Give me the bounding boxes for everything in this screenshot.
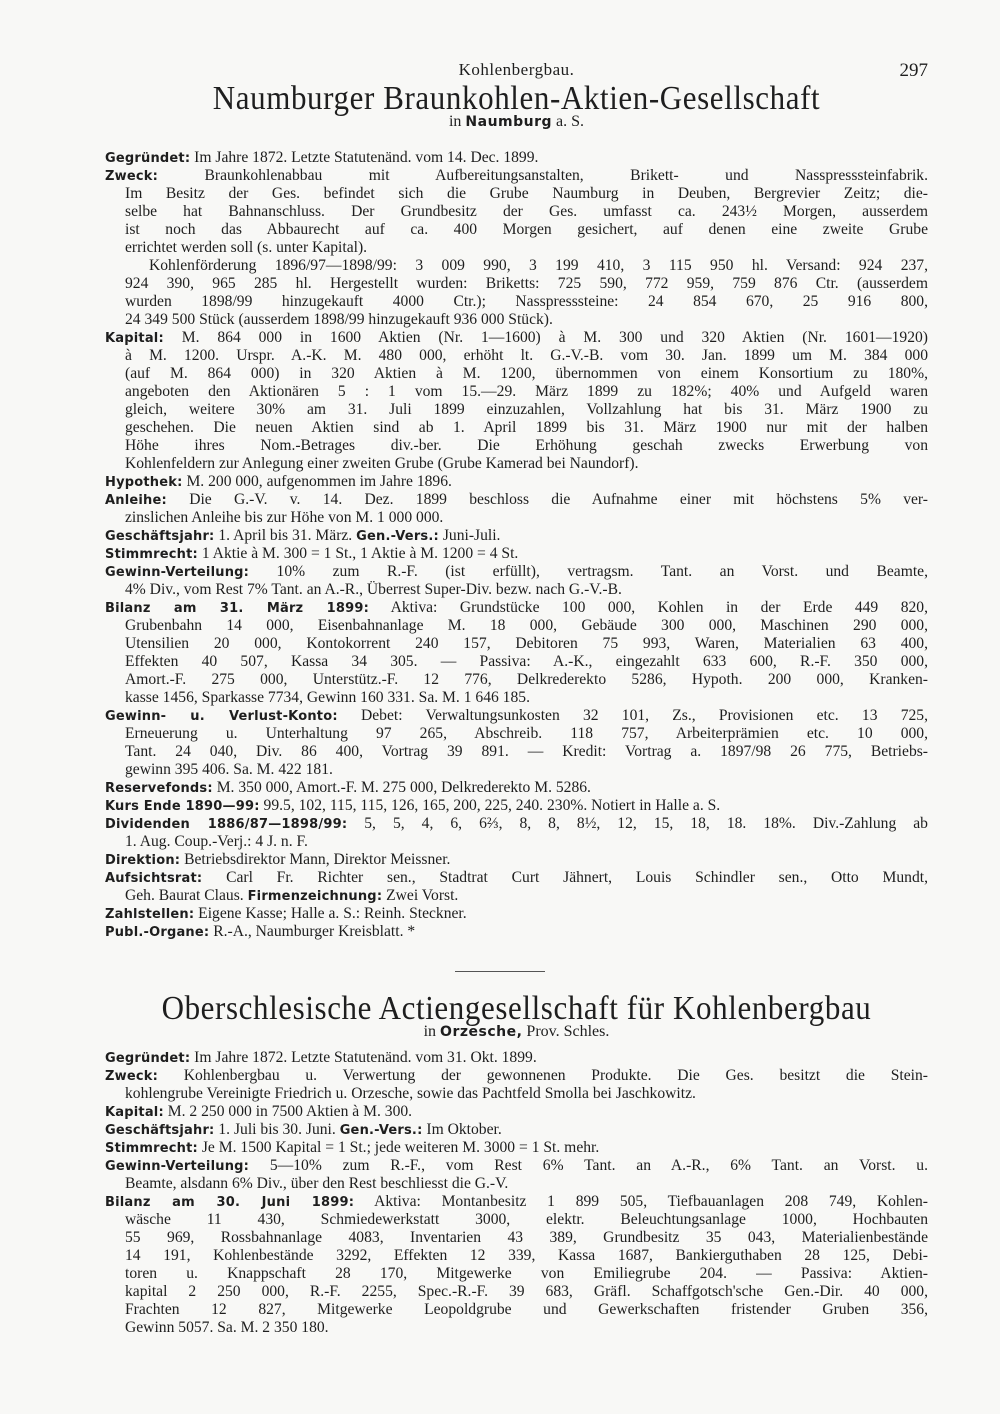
company-location-1 (105, 113, 928, 131)
entry-line (105, 815, 928, 833)
entry-text: zinslichen Anleihe bis zur Höhe von M. 1 000 000. (125, 509, 444, 526)
entry-line (105, 491, 928, 509)
entry-text: gewinn 395 406. Sa. M. 422 181. (125, 761, 333, 778)
entry-label: Stimmrecht: (105, 1141, 198, 1156)
entry-text: 99.5, 102, 115, 115, 126, 165, 200, 225, 240. 230%. Notiert in Halle a. S. (263, 797, 721, 814)
entry-line (105, 1049, 928, 1067)
entry-line (105, 311, 928, 329)
location-name: Naumburg (465, 114, 553, 130)
entry-text: 5, 5, 4, 6, 6⅔, 8, 8, 8½, 12, 15, 18, 18. 18%. Div.-Zahlung ab (364, 815, 928, 832)
entry-text: angeboten den Aktionären 5 : 1 vom 15.—29. März 1899 zu 182%; 40% und Aufgeld waren (125, 383, 928, 400)
entry-sublabel: Firmenzeichnung: (247, 889, 383, 904)
entry-text: Aktiva: Montanbesitz 1 899 505, Tiefbauanlagen 208 749, Kohlen- (374, 1193, 928, 1210)
entry-text: Eigene Kasse; Halle a. S.: Reinh. Steckner. (198, 905, 467, 922)
location-suffix: a. S. (556, 113, 585, 130)
entry-text: Geh. Baurat Claus. (125, 887, 244, 904)
entry-text: Kohlenfeldern zur Anlegung einer zweiten Grube (Grube Kamerad bei Naundorf). (125, 455, 639, 472)
entry-text: 924 390, 965 285 hl. Hergestellt wurden: Briketts: 725 590, 772 959, 759 876 Ctr. (ausserdem (125, 275, 928, 292)
entry-text: Effekten 40 507, Kassa 34 305. — Passiva: A.-K., eingezahlt 633 600, R.-F. 350 000, (125, 653, 928, 670)
company-entries-1 (105, 149, 928, 941)
entry-line (105, 185, 928, 203)
entry-label: Stimmrecht: (105, 547, 198, 562)
entry-line (105, 1121, 928, 1139)
entry-text: wurden 1898/99 hinzugekauft 4000 Ctr.); Nasspresssteine: 24 854 670, 25 916 800, (125, 293, 928, 310)
entry-line (105, 239, 928, 257)
entry-text: gleich, weitere 30% am 31. Juli 1899 einzuzahlen, Vollzahlung hat bis 31. März 1900 zu (125, 401, 928, 418)
entry-text: R.-A., Naumburger Kreisblatt. * (213, 923, 416, 940)
entry-line (105, 473, 928, 491)
entry-text: M. 200 000, aufgenommen im Jahre 1896. (186, 473, 452, 490)
entry-text: 5—10% zum R.-F., vom Rest 6% Tant. an A.-R., 6% Tant. an Vorst. u. (269, 1157, 928, 1174)
entry-subtext: Zwei Vorst. (386, 887, 459, 904)
entry-line (105, 635, 928, 653)
entry-text: (auf M. 864 000) in 320 Aktien à M. 1200, übernommen von einem Konsortium zu 180%, (125, 365, 928, 382)
entry-subtext: Im Oktober. (426, 1121, 502, 1138)
entry-line (105, 1085, 928, 1103)
entry-text: Kohlenförderung 1896/97—1898/99: 3 009 990, 3 199 410, 3 115 950 hl. Versand: 924 237, (149, 257, 928, 274)
entry-text: Aktiva: Grundstücke 100 000, Kohlen in der Erde 449 820, (390, 599, 928, 616)
entry-text: 14 191, Kohlenbestände 3292, Effekten 12 339, Kassa 1687, Bankierguthaben 28 125, Debi- (125, 1247, 928, 1264)
running-title: Kohlenbergbau. (458, 60, 575, 79)
entry-text: ist noch das Abbaurecht auf ca. 400 Morgen gesichert, auf denen eine zweite Grube (125, 221, 928, 238)
entry-line (105, 905, 928, 923)
entry-text: Höhe ihres Nom.-Betrages div.-ber. Die Erhöhung geschah zwecks Erwerbung von (125, 437, 928, 454)
entry-line (105, 1193, 928, 1211)
entry-text: 4% Div., vom Rest 7% Tant. an A.-R., Überrest Super-Div. bezw. nach G.-V.-B. (125, 581, 622, 598)
entry-text: selbe hat Bahnanschluss. Der Grundbesitz der Ges. umfasst ca. 243½ Morgen, ausserdem (125, 203, 928, 220)
entry-line (105, 743, 928, 761)
entry-label: Gegründet: (105, 151, 191, 166)
entry-line (105, 1247, 928, 1265)
entry-text: Carl Fr. Richter sen., Stadtrat Curt Jähnert, Louis Schindler sen., Otto Mundt, (226, 869, 928, 886)
entry-line (105, 347, 928, 365)
entry-sublabel: Gen.-Vers.: (356, 529, 439, 544)
entry-text: 1. Juli bis 30. Juni. (218, 1121, 336, 1138)
entry-line (105, 617, 928, 635)
entry-line (105, 779, 928, 797)
entry-label: Geschäftsjahr: (105, 1123, 215, 1138)
entry-label: Zahlstellen: (105, 907, 195, 922)
entry-line (105, 599, 928, 617)
entry-text: Tant. 24 040, Div. 86 400, Vortrag 39 891. — Kredit: Vortrag a. 1897/98 26 775, Betriebs- (125, 743, 928, 760)
entry-line (105, 509, 928, 527)
entry-text: kohlengrube Vereinigte Friedrich u. Orzesche, sowie das Pachtfeld Smolla bei Jaschkowitz. (125, 1085, 696, 1102)
entry-label: Gegründet: (105, 1051, 191, 1066)
entry-label: Gewinn-Verteilung: (105, 1159, 250, 1174)
entry-line (105, 275, 928, 293)
entry-label: Kapital: (105, 331, 164, 346)
entry-label: Hypothek: (105, 475, 183, 490)
entry-text: 24 349 500 Stück (ausserdem 1898/99 hinzugekauft 936 000 Stück). (125, 311, 553, 328)
location-prefix: in (423, 1023, 437, 1040)
entry-sublabel: Gen.-Vers.: (339, 1123, 423, 1138)
entry-text: Grubenbahn 14 000, Eisenbahnanlage M. 18 000, Gebäude 300 000, Maschinen 290 000, (125, 617, 928, 634)
entry-text: à M. 1200. Urspr. A.-K. M. 480 000, erhöht lt. G.-V.-B. vom 30. Jan. 1899 um M. 384 000 (125, 347, 928, 364)
entry-subtext: Juni-Juli. (442, 527, 501, 544)
entry-text: Im Jahre 1872. Letzte Statutenänd. vom 14. Dec. 1899. (194, 149, 539, 166)
entry-label: Anleihe: (105, 493, 167, 508)
entry-text: Gewinn 5057. Sa. M. 2 350 180. (125, 1319, 329, 1336)
entry-label: Dividenden 1886/87—1898/99: (105, 817, 348, 832)
entry-line (105, 527, 928, 545)
entry-line (105, 869, 928, 887)
entry-line (105, 1265, 928, 1283)
page-number: 297 (899, 60, 928, 81)
location-prefix: in (448, 113, 462, 130)
entry-text: Erneuerung u. Unterhaltung 97 265, Abschreib. 118 757, Arbeiterprämien etc. 10 000, (125, 725, 928, 742)
entry-text: 1. April bis 31. März. (218, 527, 353, 544)
entry-line (105, 797, 928, 815)
entry-text: geschehen. Die neuen Aktien sind ab 1. April 1899 bis 31. März 1900 nur mit der halben (125, 419, 928, 436)
entry-line (105, 221, 928, 239)
entry-line (105, 653, 928, 671)
entry-label: Geschäftsjahr: (105, 529, 215, 544)
entry-label: Zweck: (105, 1069, 159, 1084)
entry-line (105, 887, 928, 905)
entry-line (105, 761, 928, 779)
company-entries-2 (105, 1049, 928, 1337)
company-title-2: Oberschlesische Actiengesellschaft für Kohlenbergbau (161, 988, 872, 1027)
entry-line (105, 419, 928, 437)
entry-label: Publ.-Organe: (105, 925, 210, 940)
entry-line (105, 1283, 928, 1301)
entry-line (105, 383, 928, 401)
entry-text: Beamte, alsdann 6% Div., über den Rest beschliesst die G.-V. (125, 1175, 509, 1192)
company-title-1: Naumburger Braunkohlen-Aktien-Gesellschaft (212, 78, 821, 117)
entry-line (105, 689, 928, 707)
entry-line (105, 167, 928, 185)
entry-label: Gewinn-Verteilung: (105, 565, 250, 580)
entry-text: kapital 2 250 000, R.-F. 2255, Spec.-R.-F. 39 683, Gräfl. Schaffgotsch'sche Gen.-Dir. 40 000, (125, 1283, 928, 1300)
entry-text: Amort.-F. 275 000, Unterstütz.-F. 12 776, Delkrederekto 5286, Hypoth. 200 000, Kranken- (125, 671, 928, 688)
entry-text: M. 864 000 in 1600 Aktien (Nr. 1—1600) à M. 300 und 320 Aktien (Nr. 1601—1920) (181, 329, 928, 346)
entry-text: 55 969, Rossbahnanlage 4083, Inventarien 43 389, Grundbesitz 35 043, Materialienbestände (125, 1229, 928, 1246)
entry-label: Kapital: (105, 1105, 164, 1120)
entry-text: Im Jahre 1872. Letzte Statutenänd. vom 31. Okt. 1899. (194, 1049, 537, 1066)
entry-text: Frachten 12 827, Mitgewerke Leopoldgrube und Gewerkschaften fristender Gruben 356, (125, 1301, 928, 1318)
entry-line (105, 1175, 928, 1193)
entry-line (105, 563, 928, 581)
entry-text: Je M. 1500 Kapital = 1 St.; jede weiteren M. 3000 = 1 St. mehr. (201, 1139, 600, 1156)
entry-line (105, 1157, 928, 1175)
entry-line (105, 1067, 928, 1085)
entry-line (105, 1229, 928, 1247)
entry-line (105, 581, 928, 599)
location-name: Orzesche, (440, 1024, 523, 1040)
entry-line (105, 671, 928, 689)
entry-line (105, 401, 928, 419)
entry-text: errichtet werden soll (s. unter Kapital). (125, 239, 368, 256)
entry-line (105, 1103, 928, 1121)
entry-line (105, 149, 928, 167)
entry-text: 1 Aktie à M. 300 = 1 St., 1 Aktie à M. 1200 = 4 St. (201, 545, 519, 562)
entry-line (105, 545, 928, 563)
entry-text: kasse 1456, Sparkasse 7734, Gewinn 160 331. Sa. M. 1 646 185. (125, 689, 530, 706)
entry-line (105, 833, 928, 851)
entry-line (105, 329, 928, 347)
entry-label: Kurs Ende 1890—99: (105, 799, 260, 814)
entry-line (105, 203, 928, 221)
entry-text: M. 2 250 000 in 7500 Aktien à M. 300. (167, 1103, 413, 1120)
entry-text: Debet: Verwaltungsunkosten 32 101, Zs., Provisionen etc. 13 725, (360, 707, 928, 724)
entry-line (105, 923, 928, 941)
entry-label: Direktion: (105, 853, 181, 868)
entry-label: Reservefonds: (105, 781, 213, 796)
location-suffix: Prov. Schles. (526, 1023, 610, 1040)
entry-label: Gewinn- u. Verlust-Konto: (105, 709, 338, 724)
entry-text: toren u. Knappschaft 28 170, Mitgewerke von Emiliegrube 204. — Passiva: Aktien- (125, 1265, 928, 1282)
entry-line (105, 1211, 928, 1229)
entry-label: Bilanz am 30. Juni 1899: (105, 1195, 355, 1210)
entry-text: M. 350 000, Amort.-F. M. 275 000, Delkrederekto M. 5286. (216, 779, 591, 796)
entry-label: Aufsichtsrat: (105, 871, 203, 886)
entry-text: Betriebsdirektor Mann, Direktor Meissner. (184, 851, 451, 868)
entry-line (105, 1319, 928, 1337)
entry-line (105, 1139, 928, 1157)
entry-line (105, 1301, 928, 1319)
company-location-2 (105, 1023, 928, 1041)
entry-text: 10% zum R.-F. (ist erfüllt), vertragsm. Tant. an Vorst. und Beamte, (276, 563, 928, 580)
entry-line (105, 437, 928, 455)
entry-line (105, 293, 928, 311)
entry-text: 1. Aug. Coup.-Verj.: 4 J. n. F. (125, 833, 308, 850)
entry-line (105, 725, 928, 743)
section-divider (455, 971, 545, 972)
entry-line (105, 257, 928, 275)
entry-text: Die G.-V. v. 14. Dez. 1899 beschloss die Aufnahme einer mit höchstens 5% ver- (189, 491, 928, 508)
entry-text: Im Besitz der Ges. befindet sich die Grube Naumburg in Deuben, Bergrevier Zeitz; die- (125, 185, 928, 202)
entry-text: Braunkohlenabbau mit Aufbereitungsanstalten, Brikett- und Nasspresssteinfabrik. (204, 167, 928, 184)
entry-line (105, 455, 928, 473)
entry-label: Bilanz am 31. März 1899: (105, 601, 369, 616)
entry-label: Zweck: (105, 169, 159, 184)
entry-text: Utensilien 20 000, Kontokorrent 240 157, Debitoren 75 993, Waren, Materialien 63 400, (125, 635, 928, 652)
entry-line (105, 851, 928, 869)
entry-line (105, 707, 928, 725)
entry-text: Kohlenbergbau u. Verwertung der gewonnenen Produkte. Die Ges. besitzt die Stein- (183, 1067, 928, 1084)
entry-line (105, 365, 928, 383)
entry-text: wäsche 11 430, Schmiedewerkstatt 3000, elektr. Beleuchtungsanlage 1000, Hochbauten (125, 1211, 928, 1228)
